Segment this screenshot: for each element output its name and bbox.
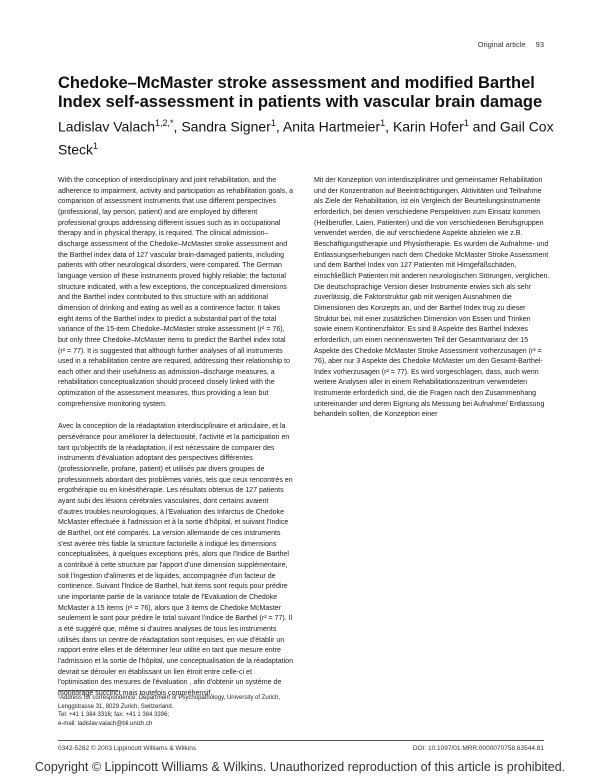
author-name: Anita Hartmeier xyxy=(282,118,381,135)
abstract-french: Avec la conception de la réadaptation interdisciplinaire et articulaire, et la persévérance pour améliorer la défectuosité, l'activité et la participation en tant qu'objectifs de la réadaptation, il est nécessaire de comparer des instruments d'évaluation adoptant des perspectives différentes (professionnelle, profane, patient) et utilisés par divers groupes de professionnels abordant des problèmes variés, tels que ceux rencontrés en ergothérapie ou en kinésithérapie. Les résultats obtenus de 127 patients ayant subi des lésions cérébrales vasculaires, dont certains avaient d'autres troubles neurologiques, à l'Evaluation des Infarctus de Chedoke McMaster effectuée à l'admission et à la sortie d'hôpital, et suivant l'Indice de Barthel, ont été comparés. La version allemande de ces instruments s'est avérée très fiable la structure factorielle à indiqué les dimensions conceptualisées, à quelques exceptions près, alors que l'Indice de Barthel a contribué à cette structure par l'apport d'une dimension supplémentaire, soit l'ingestion d'aliments et de liquides, accompagnée d'un facteur de continence. Suivant l'Indice de Barthel, huit items sont requis pour prédire une importante partie de la variance totale de l'Evaluation de Chedoke McMaster à 15 items (r² = 76), alors que 3 items de Chedoke McMaster seulement le sont pour prédire le total suivant l'indice de Barthel (r² = 77). Il a été suggéré que, même si d'autres analyses de tous les instruments utilisés dans un centre de réadaptation sont requises, en vue d'établir un rapport entre elles et de déterminer leur utilité en tant que mesure entre l'admission et la sortie de l'hôpital, une conceptualisation de la réadaptation devrait se dérouler en établissant un lien étroit entre celle-ci et l'optimisation des mesures de l'évaluation , afin d'obtenir un système de monitorage succinct mais toutefois compréhensif. xyxy=(58,423,293,697)
footnote-address: ¹Address for correspondence: Department of Psychopathology, University of Zurich, Lenggstrasse 31, 8029 Zurich, Switzerland. xyxy=(58,695,280,710)
page-number: 93 xyxy=(535,40,544,49)
author-affiliation: 1,2,* xyxy=(155,118,174,128)
abstract-english: With the conception of interdisciplinary and joint rehabilitation, and the adherence to impairment, activity and participation as rehabilitation goals, a comparison of assessment instruments that use different perspectives (professional, lay person, patient) and are employed by different professional groups addressing different issues such as in occupational therapy and in physical therapy, is required. The clinical admission–discharge assessment of the Chedoke–McMaster stroke assessment and the Barthel index data of 127 vascular brain-damaged patients, including patients with other neurological disorders, were compared. The German language version of these instruments proved highly reliable; the factorial structure indicated, with a few exceptions, the conceptualized dimensions and the Barthel index contributed to this structure with an additional dimension of drinking and eating as well as a continence factor. It takes eight items of the Barthel index to predict a substantial part of the total variance of the 15-item Chedoke–McMaster stroke assessment (r² = 76), but only three Chedoke–McMaster items to predict the Barthel index total (r² = 77). It is suggested that although further analyses of all instruments used in a rehabilitation centre are required, addressing their relationship to each other and their usefulness as admission–discharge measures, a rehabilitation conceptualization should proceed closely linked with the optimization of the assessment measures, thus providing a lean but comprehensive monitoring system. xyxy=(58,177,294,408)
article-title: Chedoke–McMaster stroke assessment and modified Barthel Index self-assessment in patients with vascular brain damage xyxy=(58,74,543,111)
copyright-notice: Copyright © Lippincott Williams & Wilkins. Unauthorized reproduction of this article is prohibited. xyxy=(34,760,566,774)
footnote-phone: Tel: +41 1 384 3316; fax: +41 1 384 3396; xyxy=(58,712,170,719)
footer-issn: 0342-5282 © 2003 Lippincott Williams & Wilkins xyxy=(58,745,197,752)
author-name: Gail Cox Steck xyxy=(58,118,554,158)
correspondence-footnote xyxy=(58,694,294,728)
running-head-section: Original article xyxy=(477,40,526,49)
footer-doi: DOI: 10.1097/01.MRR.0000070758.63544.81 xyxy=(412,745,544,752)
author-name: Karin Hofer xyxy=(392,118,464,135)
footnote-email: e-mail: ladislav.valach@bli.unizh.ch xyxy=(58,720,153,727)
abstract-german: Mit der Konzeption von interdisziplinärer und gemeinsamer Rehabilitation und der Konzentration auf Beeinträchtigungen, Aktivitäten und Teilnahme als Ziele der Rehabilitation, ist ein Vergleich der Beurteilungsinstrumente erforderlich, bei denen verschiedene Perspektiven zum Einsatz kommen (Heilberufler, Laien, Patienten) und die von verschiedenen Berufsgruppen verwendet werden, die auf verschiedene Aspekte abzielen wie z.B. Beschäftigungstherapie und Physiotherapie. Es wurden die Aufnahme- und Entlassungserhebungen nach dem Chedoke McMaster Stroke Assessment und dem Barthel Index von 127 Patienten mit Hirngefäßschäden, einschließlich Patienten mit anderen neurologischen Störungen, verglichen. Die deutschsprachige Version dieser Instrumente erwies sich als sehr zuverlässig, die Faktorstruktur gab mit wenigen Ausnahmen die Dimensionen des Konzepts an, und der Barthel Index trug zu dieser Struktur bei, mit einer zusätzlichen Dimension von Essen und Trinken sowie einem Kontinenzfaktor. Es sind 8 Aspekte des Barthel Indexes erforderlich, um einen nennenswerten Teil der Gesamtvarianz der 15 Aspekte des Chedoke McMaster Stroke Assessment vorherzusagen (r² = 76), aber nur 3 Aspekte des Chedoke McMaster um den Gesamt-Barthel-Index vorherzusagen (r² = 77). Es wird vorgeschlagen, dass, auch wenn weitere Analysen aller in einem Rehabilitationszentrum verwendeten Instrumente erforderlich sind, die die Fragen nach den Zusammenhang untereinander und deren Eignung als Messung bei Aufnahme/ Entlassung behandeln sollten, die Konzeption einer xyxy=(314,177,550,419)
right-column xyxy=(314,176,550,433)
author-affiliation: 1 xyxy=(380,118,386,128)
footnote-divider xyxy=(58,690,118,691)
running-head xyxy=(470,40,544,49)
footer-divider xyxy=(58,740,544,741)
author-name: Sandra Signer xyxy=(181,118,271,135)
author-name: Ladislav Valach xyxy=(58,118,156,135)
left-column xyxy=(58,176,294,712)
author-affiliation: 1 xyxy=(93,140,99,151)
author-affiliation: 1 xyxy=(463,118,469,128)
author-list: Ladislav Valach$^{1,2,*}$, Sandra Signer$^1$, Anita Hartmeier$^1$, Karin Hofer$^1$ and Gail Cox Steck$^1$ xyxy=(58,118,554,158)
author-affiliation: 1 xyxy=(270,118,276,128)
